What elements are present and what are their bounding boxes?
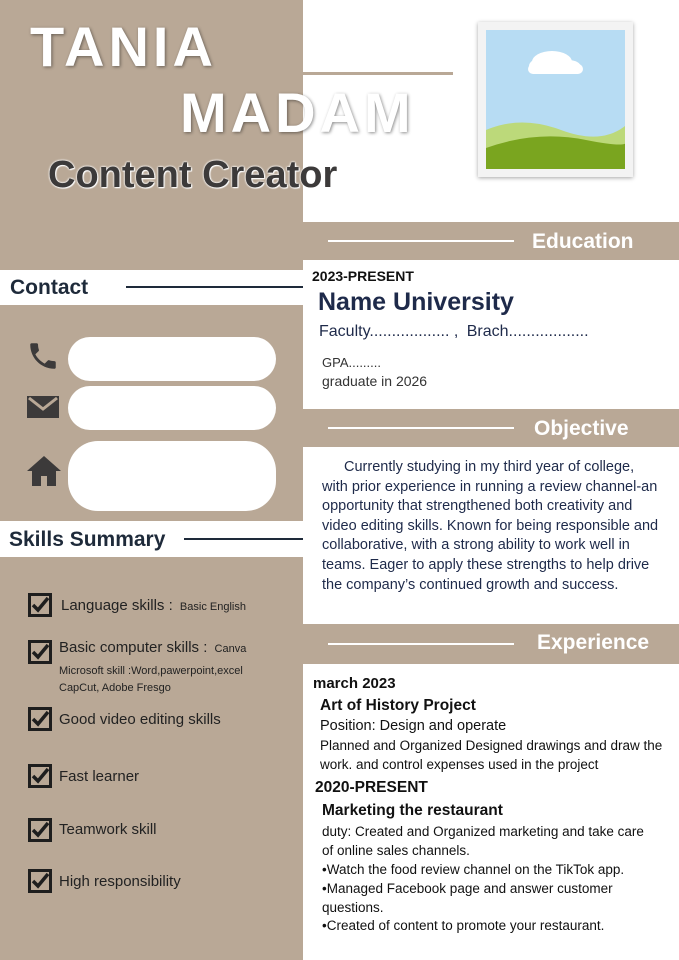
job2-title: Marketing the restaurant	[322, 802, 503, 819]
skill-language: Language skills : Basic English	[61, 597, 246, 614]
university-name: Name University	[318, 288, 514, 316]
skill-learner: Fast learner	[59, 768, 140, 785]
checkbox-icon	[28, 640, 52, 669]
job2-line4: •Managed Facebook page and answer customer	[322, 881, 613, 896]
home-icon	[26, 455, 62, 492]
phone-icon	[26, 339, 60, 378]
experience-line	[328, 643, 514, 645]
first-name: TANIA	[30, 15, 217, 78]
checkbox-icon	[28, 593, 52, 622]
phone-field	[68, 337, 276, 381]
skill-video: Good video editing skills	[59, 711, 221, 728]
job1-position: Position: Design and operate	[320, 718, 507, 734]
objective-line	[328, 427, 514, 429]
skill-responsibility: High responsibility	[59, 873, 181, 890]
branch: Brach..................	[466, 323, 589, 340]
experience-heading: Experience	[537, 631, 650, 654]
header-divider	[303, 72, 453, 75]
job1-line2: work. and control expenses used in the project	[320, 757, 599, 772]
email-field	[68, 386, 276, 430]
skills-heading: Skills Summary	[9, 528, 166, 551]
job1-line1: Planned and Organized Designed drawings and draw the	[320, 738, 663, 753]
mail-icon	[26, 395, 60, 424]
contact-heading: Contact	[10, 276, 89, 299]
checkbox-icon	[28, 869, 52, 898]
job2-date: 2020-PRESENT	[315, 779, 428, 796]
skill-computer-detail2: CapCut, Adobe Fresgo	[59, 682, 171, 694]
skill-computer: Basic computer skills : Canva	[59, 639, 247, 656]
graduate-year: graduate in 2026	[322, 373, 428, 389]
checkbox-icon	[28, 707, 52, 736]
checkbox-icon	[28, 818, 52, 847]
skill-teamwork: Teamwork skill	[59, 821, 157, 838]
landscape-placeholder-icon	[486, 30, 625, 169]
contact-line	[126, 286, 303, 288]
skills-line	[184, 538, 303, 540]
job-title: Content Creator	[48, 154, 338, 196]
job2-line6: •Created of content to promote your restaurant.	[322, 918, 605, 933]
education-date: 2023-PRESENT	[312, 268, 414, 284]
job1-date: march 2023	[313, 675, 396, 692]
skill-computer-detail1: Microsoft skill :Word,pawerpoint,excel	[59, 665, 243, 677]
profile-photo	[478, 22, 633, 177]
checkbox-icon	[28, 764, 52, 793]
faculty-line	[319, 323, 589, 341]
address-field	[68, 441, 276, 511]
objective-text: Currently studying in my third year of college, with prior experience in running a review channel-an opportunity that strengthened both creativity and video editing skills. Known for being responsible and collaborative, with a strong ability to work well in teams. Eager to apply these strengths to help drive the company’s continued growth and success.	[322, 459, 659, 593]
education-line	[328, 240, 514, 242]
job2-line1: duty: Created and Organized marketing and take care	[322, 824, 644, 839]
job1-title: Art of History Project	[320, 697, 476, 714]
faculty: Faculty.................. ,	[319, 323, 459, 340]
last-name: MADAM	[180, 81, 415, 144]
job2-line3: •Watch the food review channel on the TikTok app.	[322, 862, 625, 877]
job2-line2: of online sales channels.	[322, 843, 470, 858]
objective-heading: Objective	[534, 417, 629, 440]
education-heading: Education	[532, 230, 634, 253]
job2-line5: questions.	[322, 900, 384, 915]
gpa: GPA.........	[322, 355, 381, 370]
